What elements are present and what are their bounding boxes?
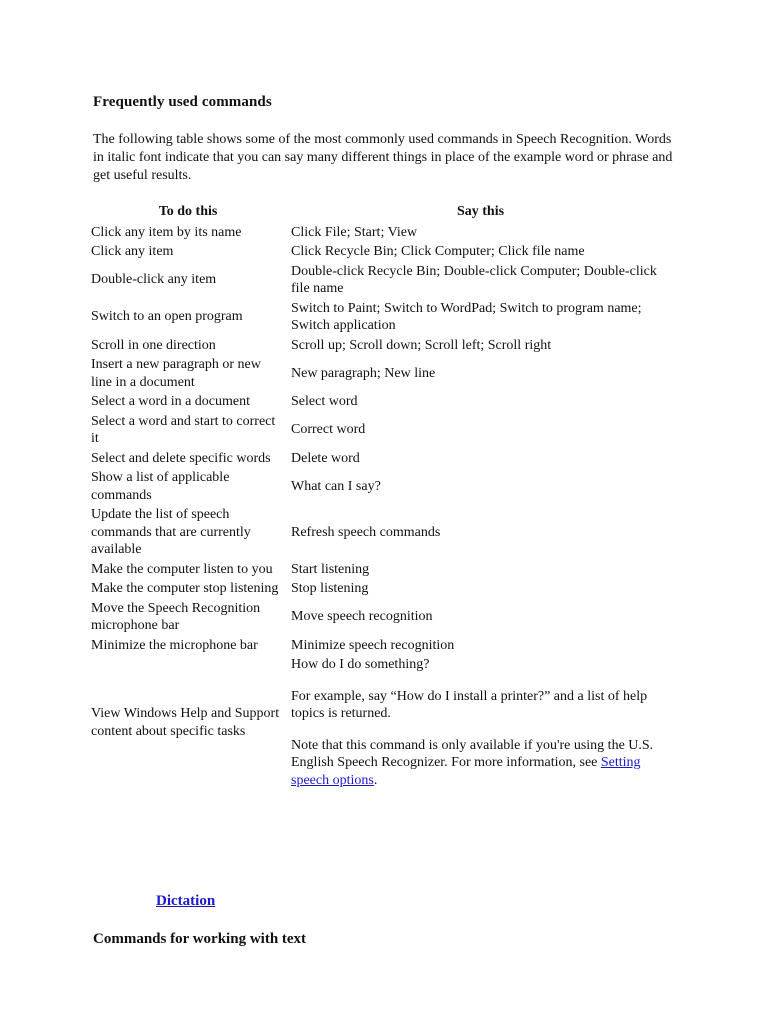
table-header-row xyxy=(88,202,673,223)
setting-speech-options-link[interactable]: Setting speech options xyxy=(291,755,641,788)
say-cell: New paragraph; New line xyxy=(291,365,436,381)
say-cell: Minimize speech recognition xyxy=(291,637,455,653)
action-cell: Click any item xyxy=(91,244,174,259)
action-cell: Scroll in one direction xyxy=(91,337,216,353)
header-to-do-this: To do this xyxy=(158,204,218,219)
table-row xyxy=(88,599,673,636)
header-say-this: Say this xyxy=(456,204,505,219)
say-cell: Correct word xyxy=(291,422,366,438)
help-note xyxy=(291,737,670,790)
table-row xyxy=(88,299,673,336)
help-example: For example, say “How do I install a printer?” and a list of help topics is returned. xyxy=(291,688,648,721)
table-row xyxy=(88,392,673,412)
action-cell: Show a list of applicable commands xyxy=(91,470,230,503)
page-title: Frequently used commands xyxy=(93,94,272,110)
help-note-text: Note that this command is only available if you're using the U.S. English Speech Recognizer. For more information, see xyxy=(291,737,654,770)
table-row xyxy=(88,505,673,560)
say-cell: Double-click Recycle Bin; Double-click Computer; Double-click file name xyxy=(291,263,657,296)
say-cell: Scroll up; Scroll down; Scroll left; Scroll right xyxy=(291,337,552,353)
table-row xyxy=(88,579,673,599)
action-cell: Make the computer listen to you xyxy=(91,561,273,577)
say-cell: Stop listening xyxy=(291,581,369,596)
say-cell xyxy=(288,655,673,790)
action-cell: Double-click any item xyxy=(91,272,217,288)
table-row xyxy=(88,636,673,656)
action-cell: Switch to an open program xyxy=(91,309,243,325)
table-row xyxy=(88,262,673,299)
table-row xyxy=(88,449,673,469)
say-cell: Start listening xyxy=(291,561,370,577)
say-cell: Move speech recognition xyxy=(291,609,433,625)
dictation-link[interactable]: Dictation xyxy=(156,893,216,909)
help-say-command: How do I do something? xyxy=(291,657,430,672)
table-row xyxy=(88,412,673,449)
say-cell: Click File; Start; View xyxy=(291,224,418,240)
action-cell: Select and delete specific words xyxy=(91,450,271,466)
table-row xyxy=(88,355,673,392)
say-cell: Delete word xyxy=(291,450,360,466)
intro-paragraph: The following table shows some of the most commonly used commands in Speech Recognition. Words in italic font indicate that you can say many different things in place of the example word or phrase and get useful results. xyxy=(93,132,673,183)
table-row xyxy=(88,560,673,580)
action-cell: Make the computer stop listening xyxy=(91,581,279,596)
commands-table xyxy=(88,202,673,790)
help-table-row xyxy=(88,655,673,790)
say-cell: What can I say? xyxy=(291,478,381,494)
say-cell: Refresh speech commands xyxy=(291,524,441,540)
help-note-end: . xyxy=(373,772,378,788)
action-cell: Insert a new paragraph or new line in a document xyxy=(91,357,261,390)
action-cell: Update the list of speech commands that are currently available xyxy=(91,507,251,557)
say-cell: Select word xyxy=(291,394,358,409)
action-cell: Select a word in a document xyxy=(91,394,251,409)
table-row xyxy=(88,223,673,243)
action-cell: Minimize the microphone bar xyxy=(91,637,258,653)
table-row xyxy=(88,468,673,505)
say-cell: Click Recycle Bin; Click Computer; Click file name xyxy=(291,244,585,259)
action-cell: View Windows Help and Support content about specific tasks xyxy=(91,706,280,739)
say-cell: Switch to Paint; Switch to WordPad; Switch to program name; Switch application xyxy=(291,300,642,333)
table-row xyxy=(88,336,673,356)
action-cell: Click any item by its name xyxy=(91,224,242,240)
table-row xyxy=(88,242,673,262)
action-cell: Move the Speech Recognition microphone bar xyxy=(91,600,261,633)
section-heading: Commands for working with text xyxy=(93,931,307,947)
action-cell: Select a word and start to correct it xyxy=(91,413,276,446)
